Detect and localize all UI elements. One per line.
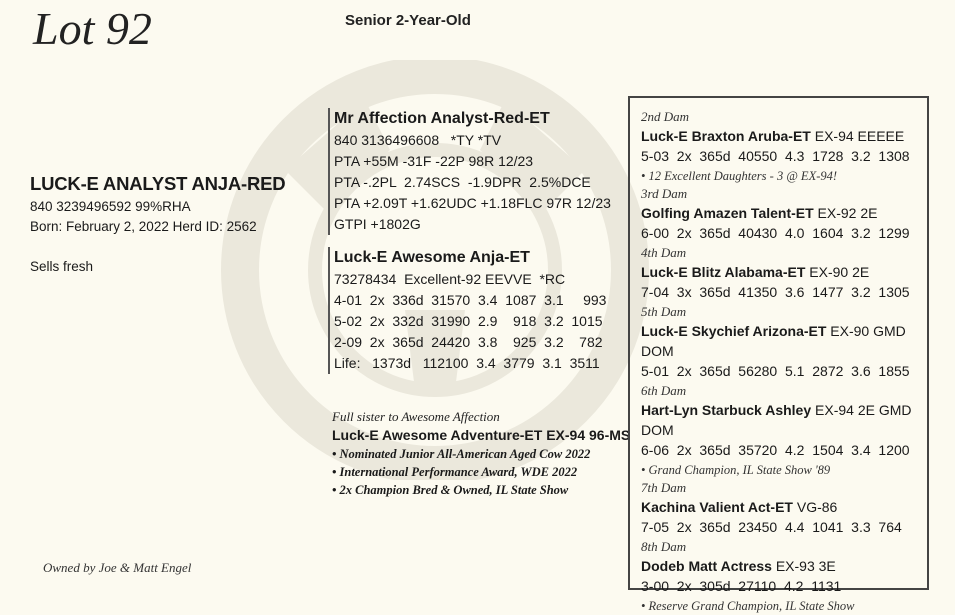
dam-generation-label: 6th Dam <box>641 383 687 398</box>
dam-generation-name <box>641 126 917 146</box>
sister-bullet: • Nominated Junior All-American Aged Cow 2022 <box>332 447 591 461</box>
dam-classification: EX-92 2E <box>813 205 878 221</box>
dam-generation-label: 5th Dam <box>641 304 687 319</box>
sire-line: PTA +55M -31F -22P 98R 12/23 <box>334 153 534 169</box>
maternal-line-box <box>628 96 929 613</box>
sire-line: PTA +2.09T +1.62UDC +1.18FLC 97R 12/23 <box>334 195 611 211</box>
dam-name-text: Luck-E Blitz Alabama-ET <box>641 264 806 280</box>
sire-name: Mr Affection Analyst-Red-ET <box>334 110 550 127</box>
dam-generation-label: 7th Dam <box>641 480 687 495</box>
dam-name-text: Hart-Lyn Starbuck Ashley <box>641 402 812 418</box>
dam-line: 73278434 Excellent-92 EEVVE *RC <box>334 271 566 287</box>
dam-production-record: 7-05 2x 365d 23450 4.4 1041 3.3 764 <box>641 519 902 535</box>
animal-name: LUCK-E ANALYST ANJA-RED <box>30 173 286 194</box>
dam-name-text: Dodeb Matt Actress <box>641 558 772 574</box>
dam-production-record: 6-06 2x 365d 35720 4.2 1504 3.4 1200 <box>641 442 910 458</box>
sister-name: Luck-E Awesome Adventure-ET EX-94 96-MS <box>332 427 631 443</box>
dam-generation-label: 3rd Dam <box>641 186 688 201</box>
dam-generation-label: 4th Dam <box>641 245 687 260</box>
dam-name: Luck-E Awesome Anja-ET <box>334 249 530 266</box>
dam-generation-name <box>641 400 917 440</box>
dam-generation-label: 2nd Dam <box>641 109 690 124</box>
dam-production-record: 7-04 3x 365d 41350 3.6 1477 3.2 1305 <box>641 284 910 300</box>
dam-block <box>328 247 607 374</box>
dam-classification: EX-90 2E <box>805 264 870 280</box>
dam-production-record: 6-00 2x 365d 40430 4.0 1604 3.2 1299 <box>641 225 910 241</box>
dam-name-text: Luck-E Skychief Arizona-ET <box>641 323 827 339</box>
sister-bullet: • International Performance Award, WDE 2022 <box>332 465 578 479</box>
dam-name-text: Kachina Valient Act-ET <box>641 499 793 515</box>
dam-note: • Reserve Grand Champion, IL State Show <box>641 599 855 613</box>
dam-classification: VG-86 <box>792 499 838 515</box>
dam-production-record: 5-01 2x 365d 56280 5.1 2872 3.6 1855 <box>641 363 910 379</box>
dam-line: 2-09 2x 365d 24420 3.8 925 3.2 782 <box>334 334 603 350</box>
dam-line: Life: 1373d 112100 3.4 3779 3.1 3511 <box>334 355 600 371</box>
sells-status: Sells fresh <box>30 259 94 274</box>
dam-generation-name <box>641 321 917 361</box>
owner-line: Owned by Joe & Matt Engel <box>43 560 192 575</box>
animal-born-line: Born: February 2, 2022 Herd ID: 2562 <box>30 219 257 234</box>
dam-generation-label: 8th Dam <box>641 539 687 554</box>
dam-production-record: 5-03 2x 365d 40550 4.3 1728 3.2 1308 <box>641 148 910 164</box>
sister-bullet: • 2x Champion Bred & Owned, IL State Show <box>332 483 569 497</box>
dam-production-record: 3-00 2x 305d 27110 4.2 1131 <box>641 578 842 594</box>
animal-info <box>30 173 285 237</box>
dam-line: 5-02 2x 332d 31990 2.9 918 3.2 1015 <box>334 313 603 329</box>
lot-number: Lot 92 <box>33 3 152 54</box>
dam-generation-name <box>641 497 917 517</box>
sire-line: GTPI +1802G <box>334 216 421 232</box>
dam-classification: EX-94 EEEEE <box>810 128 905 144</box>
sire-block <box>328 108 611 235</box>
dam-classification: EX-93 3E <box>771 558 836 574</box>
class-title: Senior 2-Year-Old <box>345 12 471 29</box>
dam-note: • Grand Champion, IL State Show '89 <box>641 463 831 477</box>
dam-generation-name <box>641 203 917 223</box>
sire-line: PTA -.2PL 2.74SCS -1.9DPR 2.5%DCE <box>334 174 591 190</box>
dam-line: 4-01 2x 336d 31570 3.4 1087 3.1 993 <box>334 292 607 308</box>
dam-name-text: Luck-E Braxton Aruba-ET <box>641 128 811 144</box>
animal-id-line: 840 3239496592 99%RHA <box>30 199 191 214</box>
dam-generation-name <box>641 262 917 282</box>
dam-name-text: Golfing Amazen Talent-ET <box>641 205 814 221</box>
sister-intro: Full sister to Awesome Affection <box>332 409 500 424</box>
sire-line: 840 3136496608 *TY *TV <box>334 132 502 148</box>
full-sister-block <box>332 408 632 499</box>
dam-note: • 12 Excellent Daughters - 3 @ EX-94! <box>641 169 838 183</box>
dam-classification: EX-94 2E GMD DOM <box>641 402 912 438</box>
dam-classification: EX-90 GMD DOM <box>641 323 906 359</box>
dam-generation-name <box>641 556 917 576</box>
